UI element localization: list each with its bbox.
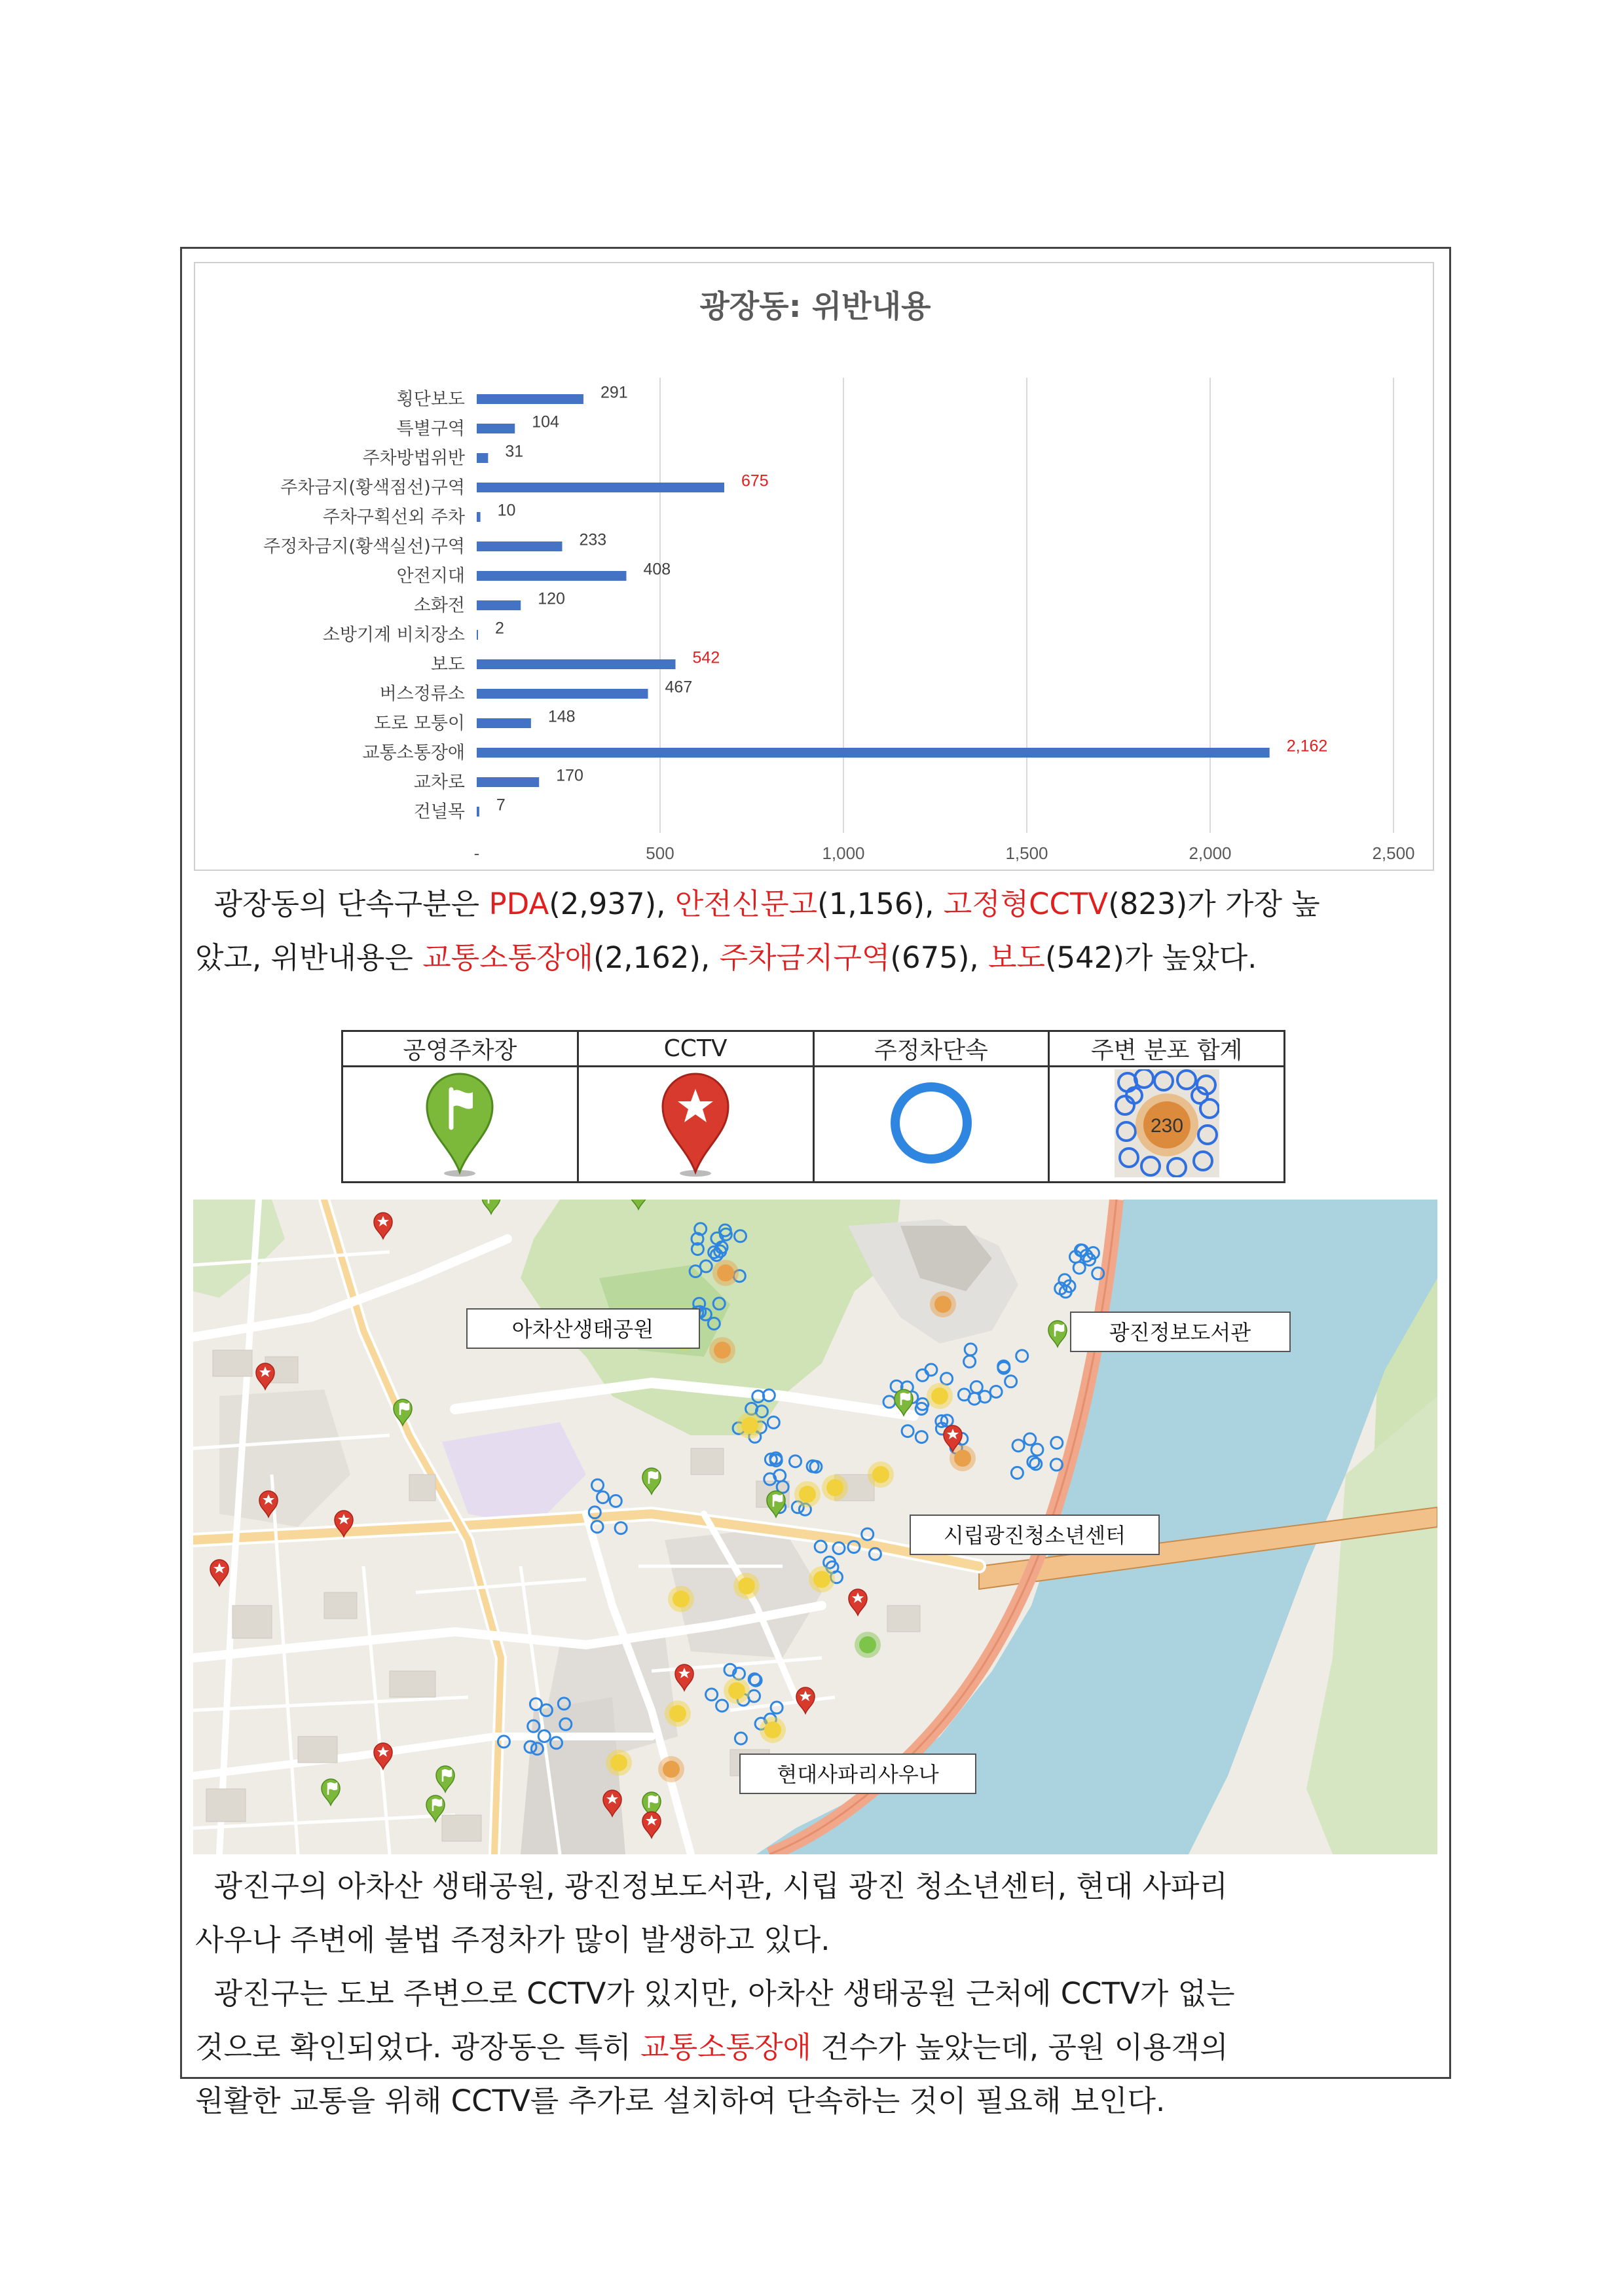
- cluster-marker: [717, 1264, 734, 1281]
- text-segment: (2,162),: [593, 940, 720, 975]
- x-axis-ticks: [474, 843, 1415, 863]
- category-label: 교통소통장애: [362, 743, 465, 763]
- data-label: 467: [665, 678, 693, 697]
- bar: [477, 659, 676, 669]
- text-segment: 원활한 교통을 위해 CCTV를 추가로 설치하여 단속하는 것이 필요해 보인다.: [195, 2084, 1166, 2118]
- legend-header-enforcement: 주정차단속: [813, 1031, 1049, 1067]
- category-label: 도로 모퉁이: [374, 713, 465, 734]
- blue-ring-icon: [885, 1077, 977, 1169]
- paragraph2-line1: [195, 1860, 1435, 1913]
- bar: [477, 630, 478, 640]
- bar-chart: [195, 263, 1435, 872]
- category-label: 주차구획선외 주차: [322, 507, 465, 528]
- text-segment: 았고, 위반내용은: [195, 940, 423, 975]
- category-label: 횡단보도: [396, 389, 465, 410]
- legend-cell-parking: [342, 1067, 578, 1183]
- legend-header-parking: 공영주차장: [342, 1031, 578, 1067]
- text-segment: (1,156),: [817, 887, 944, 921]
- map-canvas[interactable]: [193, 1200, 1437, 1854]
- bar: [477, 424, 515, 433]
- chart-title: 광장동: 위반내용: [699, 289, 931, 325]
- category-label: 교차로: [413, 772, 465, 793]
- x-tick-label: 2,000: [1189, 843, 1232, 863]
- data-label: 31: [505, 442, 524, 461]
- category-label: 안전지대: [396, 566, 465, 587]
- data-label: 104: [532, 413, 559, 431]
- cluster-marker: [799, 1486, 816, 1503]
- text-segment: 광진구는 도보 주변으로 CCTV가 있지만, 아차산 생태공원 근처에 CCTV가 없는: [213, 1976, 1235, 2011]
- category-label: 특별구역: [396, 418, 465, 439]
- paragraph1-line1: [195, 877, 1435, 931]
- cluster-marker: [610, 1754, 627, 1771]
- cluster-marker: [663, 1761, 680, 1778]
- text-segment: 광진구의 아차산 생태공원, 광진정보도서관, 시립 광진 청소년센터, 현대 사파리: [213, 1869, 1228, 1903]
- data-label: 7: [496, 796, 506, 815]
- legend-cell-cctv: [578, 1067, 813, 1183]
- bar: [477, 600, 521, 610]
- svg-text:아차산생태공원: 아차산생태공원: [511, 1317, 654, 1341]
- data-label: 542: [692, 648, 720, 667]
- red-star-pin-icon: [656, 1067, 735, 1179]
- bar: [477, 777, 539, 787]
- x-tick-label: 500: [646, 843, 674, 863]
- text-segment: 고정형CCTV: [943, 887, 1109, 921]
- cluster-marker: [934, 1296, 951, 1313]
- data-label: 170: [556, 766, 583, 785]
- category-label: 버스정류소: [379, 684, 465, 705]
- legend-header-cctv: CCTV: [578, 1031, 813, 1067]
- cluster-marker: [813, 1571, 830, 1588]
- text-segment: 보도: [988, 940, 1045, 975]
- bar: [477, 689, 648, 699]
- cluster-marker: [714, 1342, 731, 1359]
- legend-cell-cluster: [1049, 1067, 1285, 1183]
- map-label-youth-center: [910, 1515, 1159, 1554]
- bar: [477, 483, 724, 492]
- x-tick-label: 2,500: [1372, 843, 1415, 863]
- text-segment: (2,937),: [549, 887, 675, 921]
- cluster-marker: [669, 1705, 686, 1722]
- bar: [477, 512, 481, 522]
- svg-text:광진정보도서관: 광진정보도서관: [1109, 1321, 1251, 1344]
- map-legend-table: [341, 1030, 1285, 1183]
- paragraph1-line2: [195, 931, 1435, 985]
- cluster-marker: [673, 1590, 690, 1607]
- category-label: 주차방법위반: [362, 448, 465, 469]
- text-segment: 사우나 주변에 불법 주정차가 많이 발생하고 있다.: [195, 1922, 830, 1957]
- data-label: 2,162: [1286, 737, 1328, 756]
- data-label: 120: [538, 589, 565, 608]
- cluster-marker: [872, 1466, 889, 1483]
- data-label: 233: [579, 530, 607, 549]
- category-label: 소화전: [413, 595, 465, 616]
- text-segment: (542)가 높았다.: [1044, 940, 1257, 975]
- text-segment: 광장동의 단속구분은: [213, 887, 489, 921]
- bar: [477, 542, 562, 551]
- paragraph2-line2: [195, 1913, 1435, 1967]
- chart-bars: [263, 384, 1327, 822]
- bar: [477, 748, 1270, 758]
- text-segment: 건수가 높았는데, 공원 이용객의: [811, 2030, 1228, 2065]
- legend-cell-enforcement: [813, 1067, 1049, 1183]
- map-label-library: [1071, 1312, 1290, 1351]
- paragraph-conclusion: [195, 1860, 1435, 2128]
- data-label: 2: [495, 619, 504, 638]
- legend-header-cluster: 주변 분포 합계: [1049, 1031, 1285, 1067]
- paragraph2-line4: [195, 2021, 1435, 2074]
- green-flag-pin-icon: [420, 1067, 499, 1179]
- data-label: 10: [497, 501, 516, 520]
- data-label: 408: [643, 560, 671, 579]
- text-segment: (675),: [890, 940, 989, 975]
- cluster-marker: [954, 1450, 971, 1467]
- bar: [477, 807, 479, 817]
- x-tick-label: -: [473, 843, 480, 863]
- category-label: 건널목: [413, 801, 465, 822]
- bar: [477, 571, 626, 581]
- cluster-marker: [826, 1479, 843, 1496]
- bar: [477, 394, 583, 404]
- bar: [477, 453, 488, 463]
- data-label: 675: [741, 471, 769, 490]
- text-segment: (823)가 가장 높: [1108, 887, 1320, 921]
- category-label: 주차금지(황색점선)구역: [280, 477, 465, 498]
- category-label: 주정차금지(황색실선)구역: [263, 536, 465, 557]
- x-tick-label: 1,000: [822, 843, 865, 863]
- paragraph-summary-violations: [195, 877, 1435, 985]
- data-label: 291: [600, 383, 628, 402]
- cluster-count: 230: [1150, 1114, 1183, 1137]
- data-label: 148: [547, 707, 576, 726]
- text-segment: 안전신문고: [674, 887, 818, 921]
- cluster-marker: [741, 1417, 758, 1434]
- chart-gridlines: [660, 378, 1393, 833]
- paragraph2-line5: [195, 2074, 1435, 2128]
- bar: [477, 718, 531, 728]
- text-segment: 것으로 확인되었다. 광장동은 특히: [195, 2030, 641, 2065]
- x-tick-label: 1,500: [1005, 843, 1048, 863]
- cluster-marker: [931, 1387, 948, 1405]
- category-label: 보도: [430, 654, 465, 675]
- cluster-marker: [859, 1636, 876, 1653]
- text-segment: PDA: [489, 887, 549, 921]
- svg-text:현대사파리사우나: 현대사파리사우나: [777, 1763, 939, 1786]
- map-illegal-parking-gwangjang[interactable]: [193, 1200, 1437, 1854]
- text-segment: 주차금지구역: [719, 940, 891, 975]
- paragraph2-line3: [195, 1967, 1435, 2021]
- orange-cluster-icon: [1115, 1069, 1219, 1177]
- bar-chart-container: [194, 262, 1434, 871]
- map-label-sauna: [740, 1754, 976, 1793]
- map-label-achasan: [467, 1309, 699, 1348]
- svg-text:시립광진청소년센터: 시립광진청소년센터: [943, 1524, 1126, 1547]
- cluster-marker: [738, 1577, 755, 1594]
- cluster-marker: [764, 1721, 781, 1738]
- category-label: 소방기계 비치장소: [322, 625, 465, 646]
- text-segment: 교통소통장애: [422, 940, 594, 975]
- text-segment: 교통소통장애: [640, 2030, 811, 2065]
- cluster-marker: [728, 1682, 745, 1699]
